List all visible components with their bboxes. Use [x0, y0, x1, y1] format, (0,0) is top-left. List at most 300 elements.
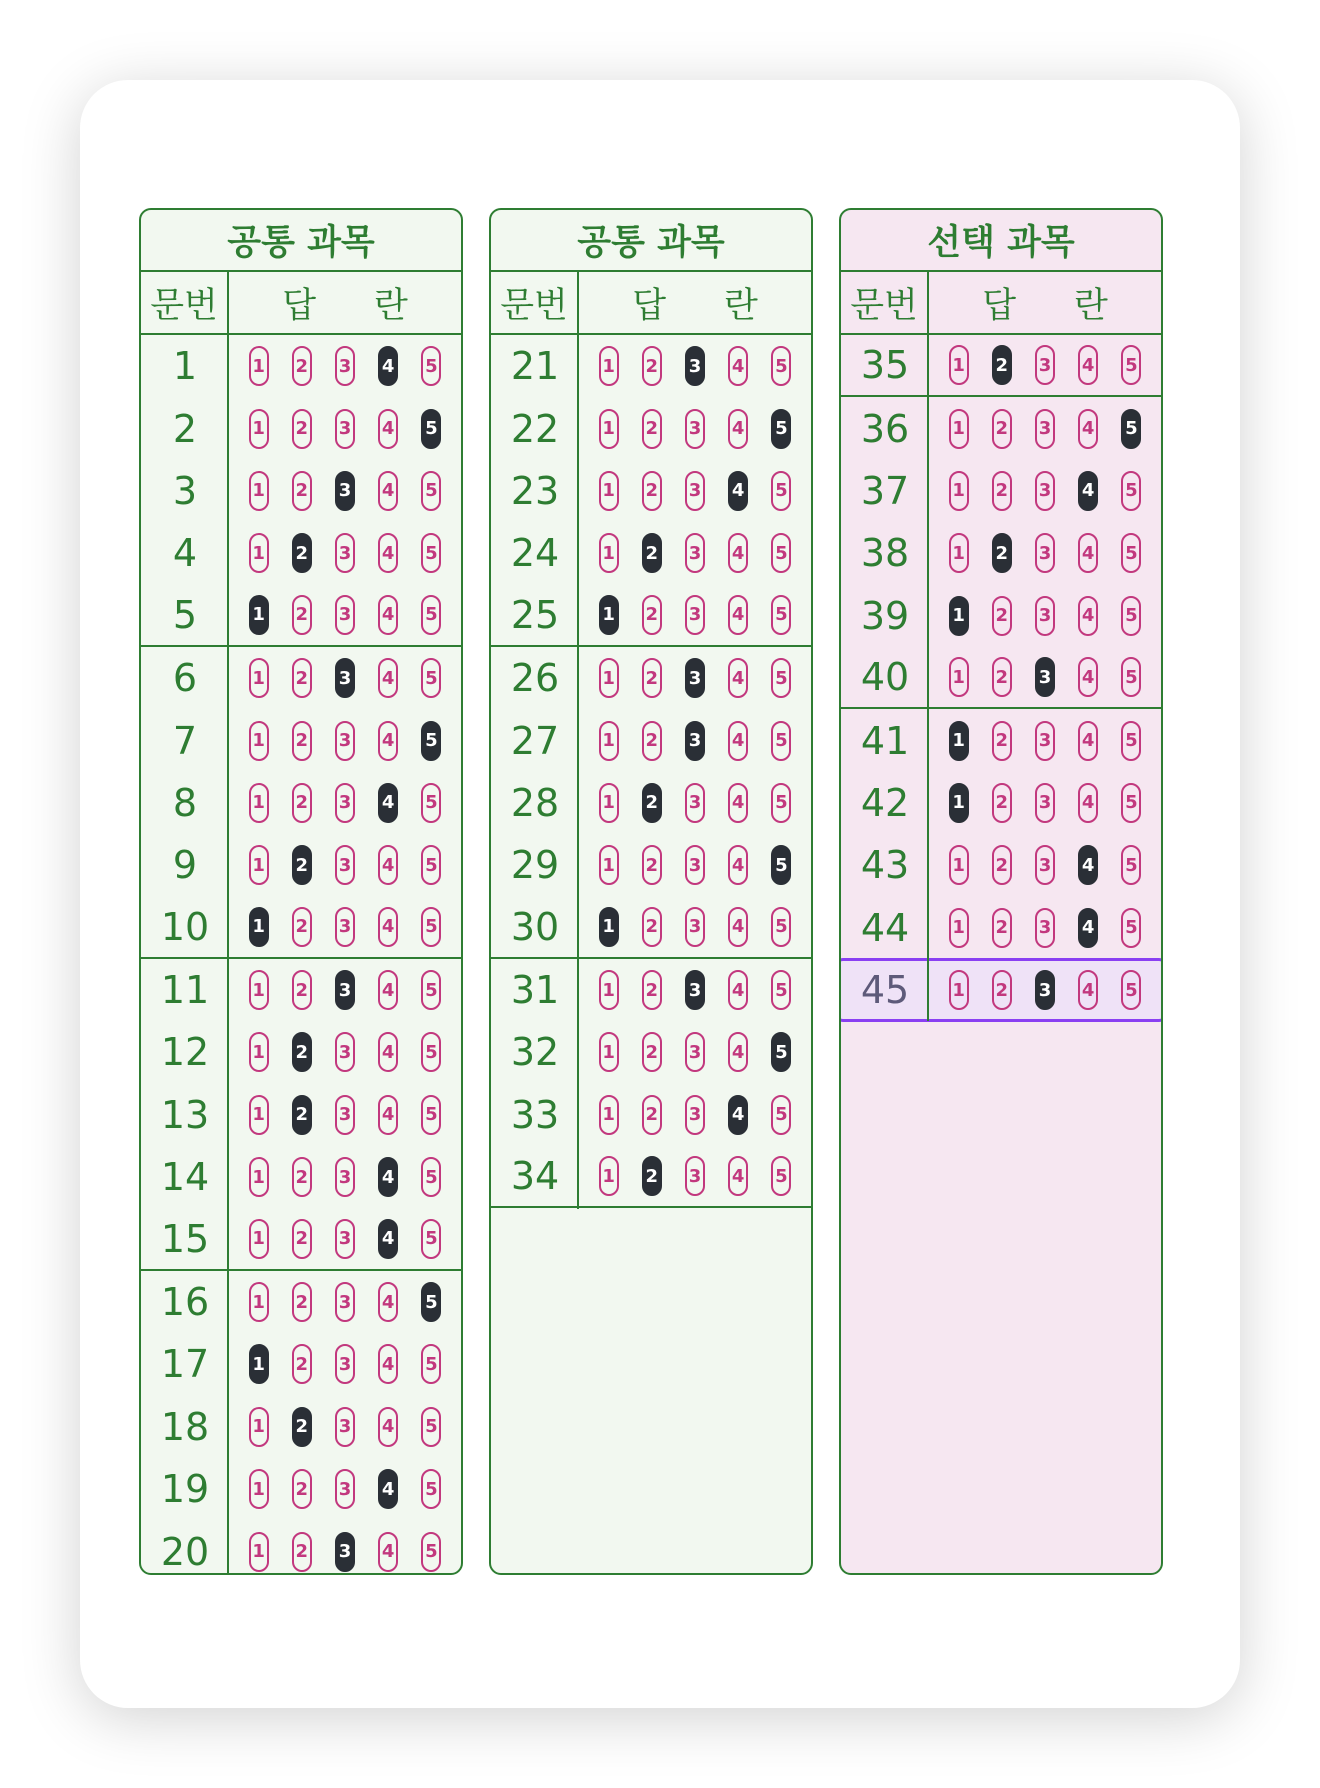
answer-bubble-2[interactable]: 2 — [642, 1032, 662, 1072]
answer-bubble-3[interactable]: 3 — [335, 1344, 355, 1384]
answer-bubble-1[interactable]: 1 — [249, 595, 269, 635]
answer-bubble-3[interactable]: 3 — [335, 409, 355, 449]
answer-bubble-4[interactable]: 4 — [728, 970, 748, 1010]
answer-bubble-1[interactable]: 1 — [949, 533, 969, 573]
answer-bubble-3[interactable]: 3 — [335, 783, 355, 823]
answer-bubble-5[interactable]: 5 — [771, 1156, 791, 1196]
answer-bubble-5[interactable]: 5 — [1121, 345, 1141, 385]
answer-bubble-1[interactable]: 1 — [949, 845, 969, 885]
answer-bubble-5[interactable]: 5 — [771, 595, 791, 635]
answer-bubble-3[interactable]: 3 — [1035, 783, 1055, 823]
question-row[interactable] — [141, 585, 461, 647]
answer-bubble-4[interactable]: 4 — [378, 471, 398, 511]
answer-bubble-4[interactable]: 4 — [728, 1156, 748, 1196]
answer-bubble-4[interactable]: 4 — [728, 1095, 748, 1135]
answer-bubble-5[interactable]: 5 — [1121, 657, 1141, 697]
question-row[interactable] — [141, 834, 461, 896]
answer-bubble-5[interactable]: 5 — [421, 1282, 441, 1322]
answer-bubble-3[interactable]: 3 — [1035, 721, 1055, 761]
answer-bubble-5[interactable]: 5 — [771, 471, 791, 511]
question-row[interactable] — [839, 959, 1163, 1021]
answer-bubble-1[interactable]: 1 — [599, 845, 619, 885]
answer-bubble-2[interactable]: 2 — [292, 533, 312, 573]
answer-options — [929, 845, 1161, 885]
answer-bubble-3[interactable]: 3 — [685, 346, 705, 386]
answer-bubble-4[interactable]: 4 — [1078, 345, 1098, 385]
answer-bubble-2[interactable]: 2 — [292, 1532, 312, 1572]
question-row[interactable] — [841, 897, 1161, 959]
answer-bubble-4[interactable]: 4 — [1078, 970, 1098, 1010]
answer-bubble-4[interactable]: 4 — [1078, 596, 1098, 636]
question-number: 11 — [160, 968, 210, 1013]
answer-bubble-2[interactable]: 2 — [292, 346, 312, 386]
answer-bubble-3[interactable]: 3 — [335, 907, 355, 947]
answer-bubble-3[interactable]: 3 — [335, 471, 355, 511]
answer-bubble-4[interactable]: 4 — [1078, 908, 1098, 948]
answer-bubble-5[interactable]: 5 — [771, 533, 791, 573]
answer-bubble-4[interactable]: 4 — [378, 658, 398, 698]
answer-bubble-3[interactable]: 3 — [685, 658, 705, 698]
question-row[interactable] — [841, 522, 1161, 584]
answer-bubble-2[interactable]: 2 — [642, 721, 662, 761]
answer-bubble-3[interactable]: 3 — [685, 595, 705, 635]
question-number: 18 — [160, 1404, 210, 1449]
answer-bubble-2[interactable]: 2 — [992, 908, 1012, 948]
answer-bubble-1[interactable]: 1 — [249, 471, 269, 511]
answer-options — [229, 1469, 461, 1509]
question-row[interactable] — [141, 647, 461, 709]
answer-bubble-2[interactable]: 2 — [292, 1407, 312, 1447]
answer-bubble-4[interactable]: 4 — [728, 845, 748, 885]
answer-bubble-5[interactable]: 5 — [771, 1095, 791, 1135]
answer-bubble-3[interactable]: 3 — [1035, 345, 1055, 385]
answer-bubble-1[interactable]: 1 — [599, 471, 619, 511]
answer-bubble-2[interactable]: 2 — [992, 845, 1012, 885]
answer-bubble-1[interactable]: 1 — [949, 596, 969, 636]
question-row[interactable] — [841, 397, 1161, 459]
answer-bubble-3[interactable]: 3 — [1035, 970, 1055, 1010]
question-row[interactable] — [841, 335, 1161, 397]
answer-bubble-3[interactable]: 3 — [335, 721, 355, 761]
question-row[interactable] — [491, 397, 811, 459]
answer-bubble-4[interactable]: 4 — [378, 1157, 398, 1197]
answer-bubble-1[interactable]: 1 — [599, 533, 619, 573]
answer-bubble-3[interactable]: 3 — [685, 1156, 705, 1196]
answer-bubble-2[interactable]: 2 — [992, 657, 1012, 697]
answer-bubble-4[interactable]: 4 — [378, 409, 398, 449]
question-row[interactable] — [141, 1271, 461, 1333]
answer-bubble-1[interactable]: 1 — [599, 783, 619, 823]
answer-bubble-4[interactable]: 4 — [1078, 409, 1098, 449]
answer-bubble-1[interactable]: 1 — [949, 908, 969, 948]
answer-bubble-2[interactable]: 2 — [292, 471, 312, 511]
question-number: 33 — [510, 1092, 560, 1137]
answer-bubble-4[interactable]: 4 — [378, 1219, 398, 1259]
question-row[interactable] — [491, 522, 811, 584]
question-number: 14 — [160, 1155, 210, 1200]
answer-bubble-5[interactable]: 5 — [1121, 970, 1141, 1010]
question-row[interactable] — [141, 1458, 461, 1520]
answer-bubble-2[interactable]: 2 — [992, 721, 1012, 761]
question-number: 7 — [172, 718, 198, 763]
question-number: 43 — [860, 843, 910, 888]
answer-bubble-2[interactable]: 2 — [642, 845, 662, 885]
answer-bubble-2[interactable]: 2 — [292, 658, 312, 698]
answer-bubble-5[interactable]: 5 — [421, 1344, 441, 1384]
answer-options — [229, 1532, 461, 1572]
answer-bubble-1[interactable]: 1 — [249, 721, 269, 761]
panel-title: 선택 과목 — [841, 210, 1161, 272]
answer-bubble-5[interactable]: 5 — [771, 783, 791, 823]
question-row[interactable] — [141, 1208, 461, 1270]
answer-bubble-1[interactable]: 1 — [599, 721, 619, 761]
answer-bubble-1[interactable]: 1 — [949, 471, 969, 511]
answer-bubble-2[interactable]: 2 — [992, 409, 1012, 449]
answer-bubble-5[interactable]: 5 — [421, 346, 441, 386]
answer-bubble-2[interactable]: 2 — [292, 1344, 312, 1384]
answer-bubble-5[interactable]: 5 — [421, 658, 441, 698]
question-row[interactable] — [141, 709, 461, 771]
answer-header-dap: 답 — [632, 285, 666, 326]
answer-bubble-4[interactable]: 4 — [728, 409, 748, 449]
answer-bubble-2[interactable]: 2 — [292, 970, 312, 1010]
number-column-divider — [577, 335, 579, 1209]
answer-bubble-5[interactable]: 5 — [771, 721, 791, 761]
answer-bubble-1[interactable]: 1 — [599, 595, 619, 635]
question-row[interactable] — [141, 772, 461, 834]
answer-options — [229, 1344, 461, 1384]
answer-bubble-3[interactable]: 3 — [335, 1532, 355, 1572]
answer-bubble-5[interactable]: 5 — [421, 721, 441, 761]
question-row[interactable] — [141, 1396, 461, 1458]
number-column-divider — [927, 335, 929, 1021]
answer-bubble-2[interactable]: 2 — [992, 783, 1012, 823]
answer-bubble-1[interactable]: 1 — [249, 533, 269, 573]
answer-bubble-2[interactable]: 2 — [642, 970, 662, 1010]
question-number: 10 — [160, 904, 210, 949]
answer-bubble-5[interactable]: 5 — [421, 1532, 441, 1572]
question-row[interactable] — [491, 834, 811, 896]
answer-bubble-4[interactable]: 4 — [728, 907, 748, 947]
answer-bubble-4[interactable]: 4 — [378, 1532, 398, 1572]
answer-bubble-5[interactable]: 5 — [421, 970, 441, 1010]
answer-bubble-3[interactable]: 3 — [335, 1157, 355, 1197]
answer-bubble-3[interactable]: 3 — [335, 533, 355, 573]
answer-bubble-3[interactable]: 3 — [335, 1469, 355, 1509]
answer-bubble-5[interactable]: 5 — [421, 1219, 441, 1259]
question-row[interactable] — [491, 1084, 811, 1146]
answer-bubble-5[interactable]: 5 — [421, 907, 441, 947]
answer-bubble-3[interactable]: 3 — [685, 409, 705, 449]
panel-title: 공통 과목 — [141, 210, 461, 272]
answer-bubble-5[interactable]: 5 — [421, 533, 441, 573]
answer-bubble-1[interactable]: 1 — [249, 346, 269, 386]
answer-bubble-5[interactable]: 5 — [771, 970, 791, 1010]
answer-bubble-3[interactable]: 3 — [335, 845, 355, 885]
answer-options — [229, 970, 461, 1010]
answer-bubble-5[interactable]: 5 — [421, 1095, 441, 1135]
answer-bubble-4[interactable]: 4 — [1078, 533, 1098, 573]
answer-bubble-2[interactable]: 2 — [642, 471, 662, 511]
answer-bubble-4[interactable]: 4 — [728, 783, 748, 823]
question-row[interactable] — [141, 397, 461, 459]
answer-header-dap: 답 — [282, 285, 316, 326]
question-row[interactable] — [491, 1021, 811, 1083]
answer-bubble-4[interactable]: 4 — [378, 1344, 398, 1384]
question-row[interactable] — [491, 647, 811, 709]
question-row[interactable] — [841, 772, 1161, 834]
answer-bubble-3[interactable]: 3 — [685, 721, 705, 761]
answer-bubble-5[interactable]: 5 — [1121, 409, 1141, 449]
answer-bubble-2[interactable]: 2 — [642, 783, 662, 823]
question-row[interactable] — [491, 709, 811, 771]
answer-bubble-3[interactable]: 3 — [335, 1219, 355, 1259]
answer-bubble-1[interactable]: 1 — [949, 970, 969, 1010]
answer-bubble-3[interactable]: 3 — [1035, 471, 1055, 511]
question-row[interactable] — [491, 335, 811, 397]
question-row[interactable] — [141, 460, 461, 522]
answer-bubble-3[interactable]: 3 — [685, 970, 705, 1010]
answer-bubble-4[interactable]: 4 — [378, 346, 398, 386]
answer-bubble-4[interactable]: 4 — [1078, 657, 1098, 697]
answer-options — [579, 1032, 811, 1072]
question-row[interactable] — [841, 647, 1161, 709]
answer-bubble-1[interactable]: 1 — [599, 409, 619, 449]
column-header — [491, 272, 811, 335]
answer-bubble-5[interactable]: 5 — [421, 1032, 441, 1072]
answer-bubble-1[interactable]: 1 — [599, 1095, 619, 1135]
question-row[interactable] — [141, 897, 461, 959]
answer-bubble-2[interactable]: 2 — [642, 907, 662, 947]
answer-bubble-3[interactable]: 3 — [335, 595, 355, 635]
answer-bubble-2[interactable]: 2 — [292, 1157, 312, 1197]
answer-bubble-4[interactable]: 4 — [728, 1032, 748, 1072]
answer-bubble-4[interactable]: 4 — [728, 533, 748, 573]
answer-bubble-5[interactable]: 5 — [421, 471, 441, 511]
answer-bubble-3[interactable]: 3 — [1035, 908, 1055, 948]
answer-bubble-1[interactable]: 1 — [949, 409, 969, 449]
question-number-header: 문번 — [841, 272, 929, 333]
answer-bubble-5[interactable]: 5 — [1121, 533, 1141, 573]
answer-bubble-1[interactable]: 1 — [949, 783, 969, 823]
answer-bubble-2[interactable]: 2 — [292, 1282, 312, 1322]
answer-bubble-3[interactable]: 3 — [335, 1032, 355, 1072]
question-row[interactable] — [491, 897, 811, 959]
answer-bubble-2[interactable]: 2 — [292, 783, 312, 823]
answer-bubble-3[interactable]: 3 — [335, 1282, 355, 1322]
answer-bubble-5[interactable]: 5 — [421, 1469, 441, 1509]
answer-bubble-3[interactable]: 3 — [1035, 533, 1055, 573]
question-row[interactable] — [491, 460, 811, 522]
answer-bubble-3[interactable]: 3 — [1035, 657, 1055, 697]
answer-bubble-2[interactable]: 2 — [992, 471, 1012, 511]
question-row[interactable] — [841, 460, 1161, 522]
answer-bubble-2[interactable]: 2 — [642, 409, 662, 449]
answer-bubble-1[interactable]: 1 — [249, 1157, 269, 1197]
answer-bubble-3[interactable]: 3 — [1035, 409, 1055, 449]
answer-bubble-3[interactable]: 3 — [685, 783, 705, 823]
answer-bubble-2[interactable]: 2 — [292, 1219, 312, 1259]
answer-bubble-1[interactable]: 1 — [249, 1532, 269, 1572]
answer-bubble-1[interactable]: 1 — [599, 1156, 619, 1196]
answer-bubble-5[interactable]: 5 — [421, 1407, 441, 1447]
answer-bubble-1[interactable]: 1 — [249, 845, 269, 885]
answer-bubble-2[interactable]: 2 — [642, 1095, 662, 1135]
answer-bubble-1[interactable]: 1 — [249, 1095, 269, 1135]
question-row[interactable] — [841, 834, 1161, 896]
answer-bubble-4[interactable]: 4 — [378, 595, 398, 635]
answer-bubble-1[interactable]: 1 — [599, 970, 619, 1010]
answer-bubble-5[interactable]: 5 — [1121, 721, 1141, 761]
answer-bubble-5[interactable]: 5 — [421, 409, 441, 449]
answer-bubble-4[interactable]: 4 — [378, 907, 398, 947]
answer-bubble-4[interactable]: 4 — [1078, 783, 1098, 823]
answer-bubble-1[interactable]: 1 — [249, 658, 269, 698]
answer-bubble-3[interactable]: 3 — [685, 1095, 705, 1135]
answer-bubble-4[interactable]: 4 — [378, 970, 398, 1010]
answer-bubble-4[interactable]: 4 — [378, 721, 398, 761]
answer-bubble-5[interactable]: 5 — [421, 595, 441, 635]
answer-bubble-1[interactable]: 1 — [949, 721, 969, 761]
answer-bubble-1[interactable]: 1 — [599, 1032, 619, 1072]
answer-bubble-5[interactable]: 5 — [1121, 845, 1141, 885]
answer-bubble-1[interactable]: 1 — [249, 1032, 269, 1072]
answer-bubble-3[interactable]: 3 — [335, 1095, 355, 1135]
answer-bubble-4[interactable]: 4 — [378, 1032, 398, 1072]
question-row[interactable] — [491, 1146, 811, 1208]
question-row[interactable] — [141, 1333, 461, 1395]
answer-bubble-4[interactable]: 4 — [728, 595, 748, 635]
answer-bubble-1[interactable]: 1 — [249, 1469, 269, 1509]
answer-bubble-5[interactable]: 5 — [771, 907, 791, 947]
answer-options — [229, 1157, 461, 1197]
answer-bubble-3[interactable]: 3 — [685, 533, 705, 573]
answer-bubble-3[interactable]: 3 — [335, 970, 355, 1010]
question-row[interactable] — [491, 585, 811, 647]
answer-bubble-4[interactable]: 4 — [1078, 721, 1098, 761]
answer-bubble-1[interactable]: 1 — [249, 409, 269, 449]
answer-bubble-1[interactable]: 1 — [249, 783, 269, 823]
question-row[interactable] — [141, 1146, 461, 1208]
answer-bubble-2[interactable]: 2 — [642, 533, 662, 573]
answer-bubble-4[interactable]: 4 — [378, 1095, 398, 1135]
answer-bubble-4[interactable]: 4 — [378, 533, 398, 573]
answer-bubble-2[interactable]: 2 — [642, 595, 662, 635]
answer-bubble-1[interactable]: 1 — [249, 907, 269, 947]
answer-options — [229, 721, 461, 761]
answer-bubble-2[interactable]: 2 — [642, 346, 662, 386]
answer-options — [579, 1095, 811, 1135]
answer-bubble-2[interactable]: 2 — [642, 658, 662, 698]
answer-bubble-4[interactable]: 4 — [728, 658, 748, 698]
answer-bubble-1[interactable]: 1 — [949, 345, 969, 385]
answer-bubble-2[interactable]: 2 — [642, 1156, 662, 1196]
answer-bubble-2[interactable]: 2 — [992, 345, 1012, 385]
answer-bubble-5[interactable]: 5 — [1121, 908, 1141, 948]
answer-bubble-1[interactable]: 1 — [249, 1344, 269, 1384]
answer-bubble-3[interactable]: 3 — [1035, 845, 1055, 885]
answer-bubble-1[interactable]: 1 — [599, 907, 619, 947]
answer-options — [579, 1156, 811, 1196]
question-row[interactable] — [141, 1021, 461, 1083]
answer-bubble-4[interactable]: 4 — [1078, 845, 1098, 885]
answer-bubble-1[interactable]: 1 — [249, 1282, 269, 1322]
answer-bubble-5[interactable]: 5 — [771, 845, 791, 885]
answer-bubble-4[interactable]: 4 — [1078, 471, 1098, 511]
answer-bubble-5[interactable]: 5 — [771, 658, 791, 698]
panel-title: 공통 과목 — [491, 210, 811, 272]
question-number: 19 — [160, 1467, 210, 1512]
answer-bubble-5[interactable]: 5 — [771, 346, 791, 386]
answer-bubble-4[interactable]: 4 — [378, 845, 398, 885]
answer-bubble-5[interactable]: 5 — [421, 845, 441, 885]
question-row[interactable] — [841, 709, 1161, 771]
answer-bubble-1[interactable]: 1 — [599, 346, 619, 386]
answer-bubble-1[interactable]: 1 — [249, 970, 269, 1010]
question-row[interactable] — [141, 522, 461, 584]
question-row[interactable] — [141, 959, 461, 1021]
answer-bubble-5[interactable]: 5 — [1121, 596, 1141, 636]
answer-bubble-3[interactable]: 3 — [335, 1407, 355, 1447]
answer-bubble-2[interactable]: 2 — [292, 409, 312, 449]
answer-bubble-2[interactable]: 2 — [292, 1032, 312, 1072]
answer-bubble-5[interactable]: 5 — [771, 1032, 791, 1072]
question-row[interactable] — [491, 959, 811, 1021]
question-rows — [491, 335, 811, 1208]
answer-bubble-2[interactable]: 2 — [992, 596, 1012, 636]
answer-bubble-3[interactable]: 3 — [685, 1032, 705, 1072]
question-row[interactable] — [491, 772, 811, 834]
answer-bubble-5[interactable]: 5 — [421, 783, 441, 823]
answer-bubble-1[interactable]: 1 — [949, 657, 969, 697]
question-number: 38 — [860, 531, 910, 576]
answer-bubble-4[interactable]: 4 — [728, 721, 748, 761]
answer-bubble-2[interactable]: 2 — [292, 721, 312, 761]
answer-bubble-4[interactable]: 4 — [378, 1282, 398, 1322]
answer-bubble-5[interactable]: 5 — [771, 409, 791, 449]
answer-bubble-1[interactable]: 1 — [249, 1219, 269, 1259]
question-row[interactable] — [141, 335, 461, 397]
answer-bubble-3[interactable]: 3 — [685, 471, 705, 511]
answer-bubble-2[interactable]: 2 — [992, 533, 1012, 573]
answer-bubble-4[interactable]: 4 — [728, 471, 748, 511]
answer-bubble-3[interactable]: 3 — [685, 845, 705, 885]
answer-bubble-4[interactable]: 4 — [378, 1469, 398, 1509]
answer-bubble-2[interactable]: 2 — [292, 1095, 312, 1135]
question-number: 32 — [510, 1030, 560, 1075]
answer-bubble-5[interactable]: 5 — [1121, 471, 1141, 511]
answer-bubble-2[interactable]: 2 — [292, 1469, 312, 1509]
question-row[interactable] — [841, 585, 1161, 647]
answer-bubble-3[interactable]: 3 — [1035, 596, 1055, 636]
question-row[interactable] — [141, 1084, 461, 1146]
answer-bubble-5[interactable]: 5 — [421, 1157, 441, 1197]
answer-bubble-4[interactable]: 4 — [378, 1407, 398, 1447]
answer-bubble-1[interactable]: 1 — [249, 1407, 269, 1447]
answer-bubble-4[interactable]: 4 — [378, 783, 398, 823]
answer-bubble-2[interactable]: 2 — [292, 845, 312, 885]
answer-bubble-3[interactable]: 3 — [335, 346, 355, 386]
question-row[interactable] — [141, 1520, 461, 1575]
answer-bubble-2[interactable]: 2 — [292, 595, 312, 635]
answer-bubble-4[interactable]: 4 — [728, 346, 748, 386]
answer-bubble-2[interactable]: 2 — [292, 907, 312, 947]
answer-bubble-5[interactable]: 5 — [1121, 783, 1141, 823]
answer-bubble-3[interactable]: 3 — [335, 658, 355, 698]
answer-bubble-3[interactable]: 3 — [685, 907, 705, 947]
answer-bubble-1[interactable]: 1 — [599, 658, 619, 698]
answer-bubble-2[interactable]: 2 — [992, 970, 1012, 1010]
